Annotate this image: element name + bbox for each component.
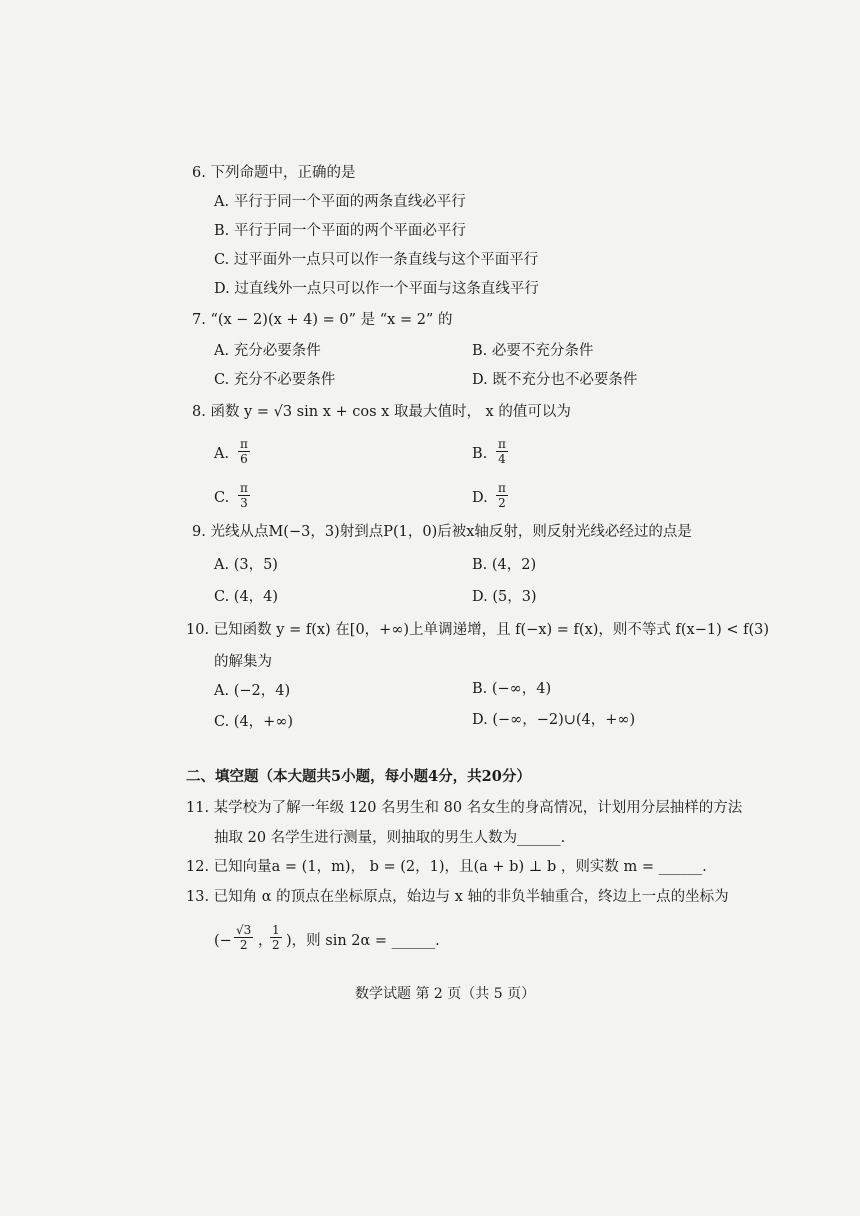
q10-option-a: A. (−2，4) (214, 683, 291, 699)
q6-stem: 6. 下列命题中，正确的是 (192, 165, 356, 181)
q13-numerator-2: 1 (272, 923, 280, 937)
q8-option-c-fraction (238, 481, 250, 510)
q11-line-1: 11. 某学校为了解一年级 120 名男生和 80 名女生的身高情况，计划用分层抽样的方法 (186, 800, 743, 816)
q13-denominator-1: 2 (239, 938, 248, 952)
q13-fraction-2 (270, 923, 282, 952)
q13-numerator-1: √3 (236, 923, 252, 937)
q6-option-c: C. 过平面外一点只可以作一条直线与这个平面平行 (214, 252, 539, 268)
q8-option-d-fraction (496, 481, 508, 510)
q10-stem: 10. 已知函数 y = f(x) 在[0，+∞)上单调递增，且 f(−x) = f(x)，则不等式 f(x−1) < f(3) (186, 622, 770, 638)
section-2-title: 二、填空题 (186, 768, 259, 785)
q8-c-denominator: 3 (240, 496, 248, 510)
q8-option-a-label: A. (214, 446, 230, 462)
q8-a-numerator: π (240, 437, 248, 451)
q8-option-a-fraction (238, 437, 250, 466)
q8-option-d-label: D. (472, 490, 488, 506)
q10-option-d: D. (−∞，−2)∪(4，+∞) (472, 712, 636, 728)
q7-stem: 7. “(x − 2)(x + 4) = 0” 是 “x = 2” 的 (192, 312, 453, 328)
q13-fraction-1 (234, 923, 253, 952)
q9-option-b: B. (4，2) (472, 557, 537, 573)
q8-option-b-fraction (496, 437, 508, 466)
q12-line-1: 12. 已知向量a = (1，m)， b = (2，1)，且(a + b) ⊥ b ，则实数 m = ______. (186, 859, 707, 875)
q10-option-b: B. (−∞，4) (472, 681, 552, 697)
q7-option-a: A. 充分必要条件 (214, 343, 321, 359)
q6-option-b: B. 平行于同一个平面的两个平面必平行 (214, 223, 466, 239)
q13-open-paren: (− (214, 933, 232, 949)
q8-option-b-label: B. (472, 446, 488, 462)
q13-denominator-2: 2 (272, 938, 280, 952)
q8-b-numerator: π (498, 437, 506, 451)
q8-d-numerator: π (498, 481, 506, 495)
q9-option-c: C. (4，4) (214, 589, 279, 605)
q8-stem: 8. 函数 y = √3 sin x + cos x 取最大值时， x 的值可以为 (192, 404, 571, 420)
q10-option-c: C. (4，+∞) (214, 714, 294, 730)
q8-c-numerator: π (240, 481, 248, 495)
q6-option-a: A. 平行于同一个平面的两条直线必平行 (214, 194, 466, 210)
q8-a-denominator: 6 (240, 452, 248, 466)
q7-option-c: C. 充分不必要条件 (214, 372, 336, 388)
q6-option-d: D. 过直线外一点只可以作一个平面与这条直线平行 (214, 281, 539, 297)
q9-stem: 9. 光线从点M(−3，3)射到点P(1，0)后被x轴反射，则反射光线必经过的点是 (192, 524, 692, 540)
q9-option-a: A. (3，5) (214, 557, 278, 573)
q13-comma: ， (258, 933, 273, 949)
section-2-description: （本大题共5小题，每小题4分，共20分） (258, 768, 531, 785)
q10-stem-continued: 的解集为 (214, 654, 272, 670)
q13-line-1: 13. 已知角 α 的顶点在坐标原点，始边与 x 轴的非负半轴重合，终边上一点的坐标为 (186, 889, 729, 905)
q13-close: )，则 sin 2α = ______. (286, 933, 440, 949)
section-2-header (186, 767, 531, 787)
q8-d-denominator: 2 (498, 496, 506, 510)
q7-option-b: B. 必要不充分条件 (472, 343, 594, 359)
q8-option-c-label: C. (214, 490, 230, 506)
q7-option-d: D. 既不充分也不必要条件 (472, 372, 638, 388)
q8-b-denominator: 4 (498, 452, 506, 466)
page-footer: 数学试题 第 2 页（共 5 页） (355, 986, 536, 1002)
q9-option-d: D. (5，3) (472, 589, 537, 605)
q11-line-2: 抽取 20 名学生进行测量，则抽取的男生人数为______. (214, 830, 566, 846)
